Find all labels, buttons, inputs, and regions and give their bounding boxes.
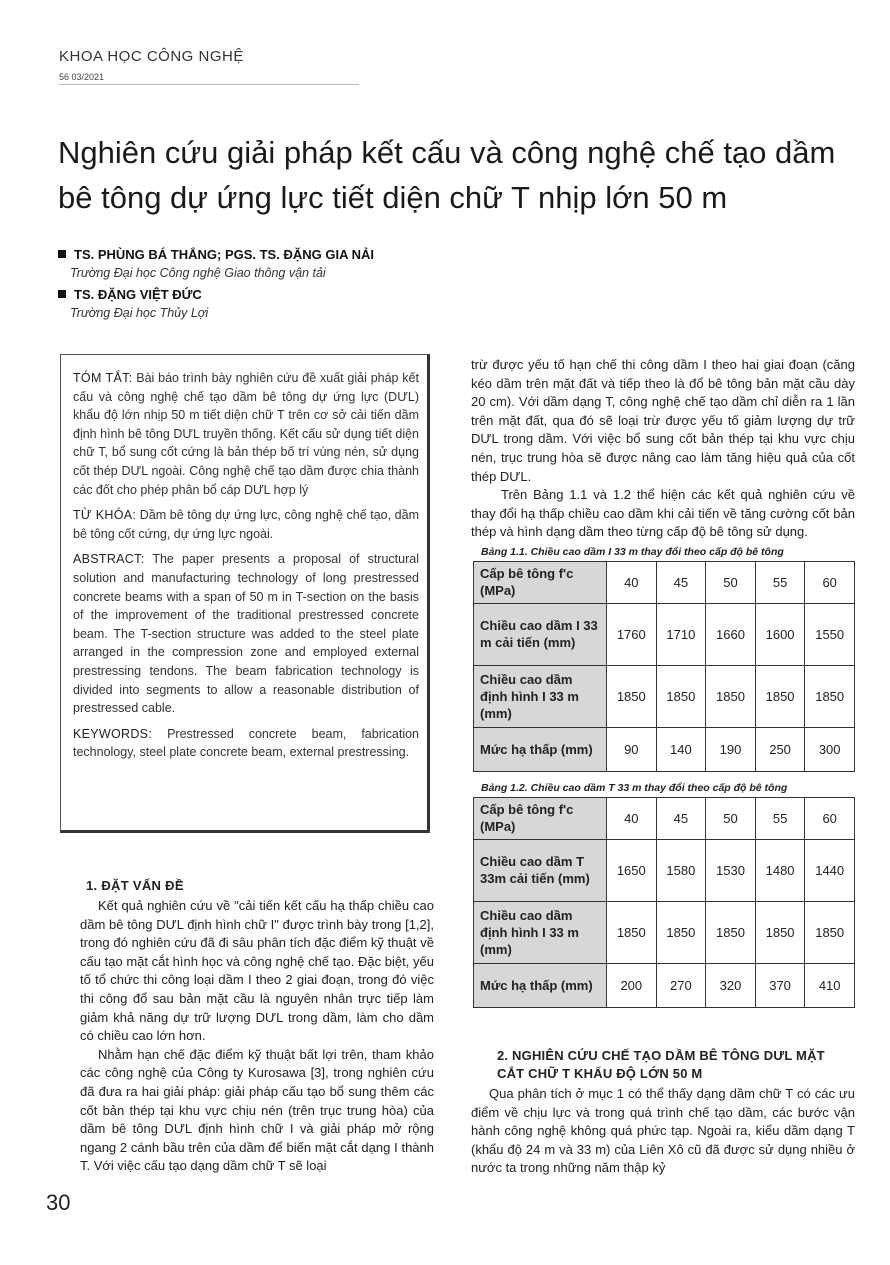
bullet-square-icon — [58, 250, 66, 258]
table-cell: 1580 — [656, 839, 706, 901]
summary-paragraph — [73, 369, 419, 499]
section-2-paragraph: Qua phân tích ở mục 1 có thể thấy dạng dầm chữ T có các ưu điểm về chịu lực và trong quá trình chế tạo dầm, các bước vận hành công nghệ không quá phức tạp. Ngoài ra, kiểu dầm dạng T (khẩu độ 24 m và 33 m) của Liên Xô cũ đã được sử dụng nhiều ở nước ta trong những năm thập kỷ — [471, 1086, 855, 1176]
page-number: 30 — [46, 1190, 71, 1215]
row-header: Chiều cao dầm I 33 m cải tiến (mm) — [474, 603, 607, 665]
table-cell: 250 — [755, 727, 805, 771]
table-cell: 1850 — [755, 901, 805, 963]
en-keywords-text: Prestressed concrete beam, fabrication technology, steel plate concrete beam, external prestressing. — [73, 726, 419, 760]
table-2-caption: Bảng 1.2. Chiều cao dầm T 33 m thay đổi theo cấp độ bê tông — [481, 781, 788, 794]
table-cell: 50 — [706, 797, 756, 839]
author-name — [58, 286, 374, 304]
table-cell: 1850 — [805, 901, 855, 963]
table-cell: 1850 — [656, 665, 706, 727]
table-2 — [473, 797, 855, 1008]
table-cell: 60 — [805, 561, 855, 603]
table-cell: 1850 — [706, 665, 756, 727]
author-affiliation: Trường Đại học Công nghệ Giao thông vận tải — [70, 266, 326, 280]
table-cell: 1760 — [607, 603, 657, 665]
row-header: Mức hạ thấp (mm) — [474, 963, 607, 1007]
body-paragraph: trừ được yếu tố hạn chế thi công dầm I theo hai giai đoạn (căng kéo dầm trên mặt đất và tiếp theo là đổ bê tông bản mặt cầu dày 20 cm). Với dầm dạng T, công nghệ chế tạo dầm chỉ diễn ra 1 lần trên mặt đất, qua đó sẽ loại trừ được yếu tố giảm lượng dự trữ DƯL trong dầm. Với việc bổ sung cốt bản thép tại khu vực chịu nén, trục trung hòa sẽ được nâng cao làm tăng hiệu quả của cốt thép DƯL. — [471, 357, 855, 484]
section-1-heading: 1. ĐẶT VẤN ĐỀ — [86, 878, 184, 893]
table-cell: 1850 — [607, 901, 657, 963]
table-cell: 40 — [607, 561, 657, 603]
keywords-label: TỪ KHÓA: — [73, 508, 137, 523]
table-cell: 1850 — [706, 901, 756, 963]
table-cell: 1660 — [706, 603, 756, 665]
table-cell: 55 — [755, 561, 805, 603]
table-cell: 60 — [805, 797, 855, 839]
author-name — [58, 246, 374, 264]
keywords-text: Dầm bê tông dự ứng lực, công nghệ chế tạo, dầm bê tông cốt cứng, dự ứng lực ngoài. — [73, 508, 419, 541]
table-cell: 300 — [805, 727, 855, 771]
table-cell: 45 — [656, 797, 706, 839]
en-keywords-paragraph — [73, 725, 419, 762]
summary-label: TÓM TẮT: — [73, 371, 133, 385]
table-cell: 45 — [656, 561, 706, 603]
table-row — [474, 963, 855, 1007]
abstract-text: The paper presents a proposal of structural solution and manufacturing technology of long prestressed concrete beams with a span of 50 m in T-section on the basis of the improvement of the traditional prestressed concrete beam. The T-section structure was added to the steel plate arranged in the compression zone and employed external prestressing tendons. The beam fabrication technology is divided into segments to allow a reasonable distribution of prestressed cable. — [73, 552, 419, 716]
row-header: Chiều cao dầm T 33m cải tiến (mm) — [474, 839, 607, 901]
table-row — [474, 727, 855, 771]
section-1-paragraph: Kết quả nghiên cứu về "cải tiến kết cấu hạ thấp chiều cao dầm bê tông DƯL định hình chữ I" được trình bày trong [1,2], trong đó nghiên cứu đã đi sâu phân tích đặc điểm kỹ thuật về cấu tạo mặt cắt hình học và công nghệ chế tạo. Đặc biệt, yếu tố tổ chức thi công loại dầm I theo 2 giai đoạn, trong đó việc thi công đổ sau bản mặt cầu là nguyên nhân trực tiếp làm giảm khả năng dự trữ lượng DƯL trong dầm, làm cho dầm có chiều cao lớn hơn. — [80, 898, 434, 1044]
en-keywords-label: KEYWORDS: — [73, 726, 153, 741]
bullet-square-icon — [58, 290, 66, 298]
table-row — [474, 603, 855, 665]
table-row — [474, 561, 855, 603]
table-cell: 1850 — [755, 665, 805, 727]
table-cell: 1850 — [607, 665, 657, 727]
table-cell: 55 — [755, 797, 805, 839]
section-kicker: KHOA HỌC CÔNG NGHỆ — [59, 48, 244, 65]
header-divider — [59, 84, 359, 85]
row-header: Chiều cao dầm định hình I 33 m (mm) — [474, 901, 607, 963]
table-cell: 50 — [706, 561, 756, 603]
table-row — [474, 901, 855, 963]
table-cell: 90 — [607, 727, 657, 771]
author-name-text: TS. PHÙNG BÁ THẮNG; PGS. TS. ĐẶNG GIA NẢI — [74, 247, 374, 262]
row-header: Mức hạ thấp (mm) — [474, 727, 607, 771]
abstract-box — [60, 354, 430, 833]
table-1-caption: Bảng 1.1. Chiều cao dầm I 33 m thay đổi theo cấp độ bê tông — [481, 545, 784, 558]
table-cell: 1480 — [755, 839, 805, 901]
table-cell: 1710 — [656, 603, 706, 665]
table-cell: 410 — [805, 963, 855, 1007]
table-cell: 1650 — [607, 839, 657, 901]
summary-text: Bài báo trình bày nghiên cứu đề xuất giải pháp kết cấu và công nghệ chế tạo dầm bê tông dự ứng lực (DƯL) khẩu độ lớn nhịp 50 m tiết diện chữ T trên cơ sở cải tiến dầm định hình bê tông DƯL truyền thống. Kết cấu sử dụng tiết diện chữ T, bổ sung cốt cứng là bản thép bố trí vùng nén, sử dụng cốt thép DƯL ngoài. Công nghệ chế tạo dầm được chia thành các đốt cho phép phân bổ cáp DƯL hợp lý — [73, 371, 419, 497]
section-2-heading: 2. NGHIÊN CỨU CHẾ TẠO DẦM BÊ TÔNG DƯL MẶT CẮT CHỮ T KHẨU ĐỘ LỚN 50 M — [497, 1048, 825, 1081]
table-cell: 1850 — [656, 901, 706, 963]
author-name-text: TS. ĐẶNG VIỆT ĐỨC — [74, 287, 202, 302]
table-row — [474, 665, 855, 727]
right-column-top — [471, 356, 855, 1008]
author-block — [58, 246, 374, 326]
table-cell: 1530 — [706, 839, 756, 901]
article-title: Nghiên cứu giải pháp kết cấu và công nghệ chế tạo dầm bê tông dự ứng lực tiết diện chữ T nhịp lớn 50 m — [58, 135, 836, 215]
table-cell: 200 — [607, 963, 657, 1007]
table-row — [474, 797, 855, 839]
table-cell: 40 — [607, 797, 657, 839]
table-cell: 1440 — [805, 839, 855, 901]
table-cell: 140 — [656, 727, 706, 771]
abstract-label: ABSTRACT: — [73, 552, 145, 567]
author-affiliation: Trường Đại học Thủy Lợi — [70, 306, 209, 320]
row-header: Chiều cao dầm định hình I 33 m (mm) — [474, 665, 607, 727]
abstract-paragraph — [73, 550, 419, 717]
table-cell: 270 — [656, 963, 706, 1007]
section-1-paragraph: Nhằm hạn chế đặc điểm kỹ thuật bất lợi trên, tham khảo các công nghệ của Công ty Kurosawa [3], trong nghiên cứu đã đưa ra hai giải pháp: giải pháp cấu tạo bổ sung thêm các cốt bản thép tại khu vực chịu nén (trên trục trung hòa) của dầm bê tông DƯL định hình chữ I và giải pháp mở rộng ngang 2 cánh bầu trên của dầm để biến mặt cắt dạng I thành T. Với việc cấu tạo dạng dầm chữ T sẽ loại — [80, 1046, 434, 1174]
table-1 — [473, 561, 855, 772]
issue-date: 56 03/2021 — [59, 72, 105, 82]
row-header: Cấp bê tông f'c (MPa) — [474, 797, 607, 839]
left-column — [80, 878, 434, 1176]
table-cell: 1550 — [805, 603, 855, 665]
table-cell: 320 — [706, 963, 756, 1007]
keywords-paragraph — [73, 506, 419, 543]
table-row — [474, 839, 855, 901]
body-paragraph: Trên Bảng 1.1 và 1.2 thể hiện các kết quả nghiên cứu về thay đổi hạ thấp chiều cao dầm khi cải tiến về tăng cường cốt bản thép và hình dạng dầm theo từng cấp độ bê tông sử dụng. — [471, 487, 855, 540]
row-header: Cấp bê tông f'c (MPa) — [474, 561, 607, 603]
table-cell: 1850 — [805, 665, 855, 727]
table-cell: 190 — [706, 727, 756, 771]
right-column-bottom — [471, 1047, 855, 1178]
table-cell: 370 — [755, 963, 805, 1007]
table-cell: 1600 — [755, 603, 805, 665]
